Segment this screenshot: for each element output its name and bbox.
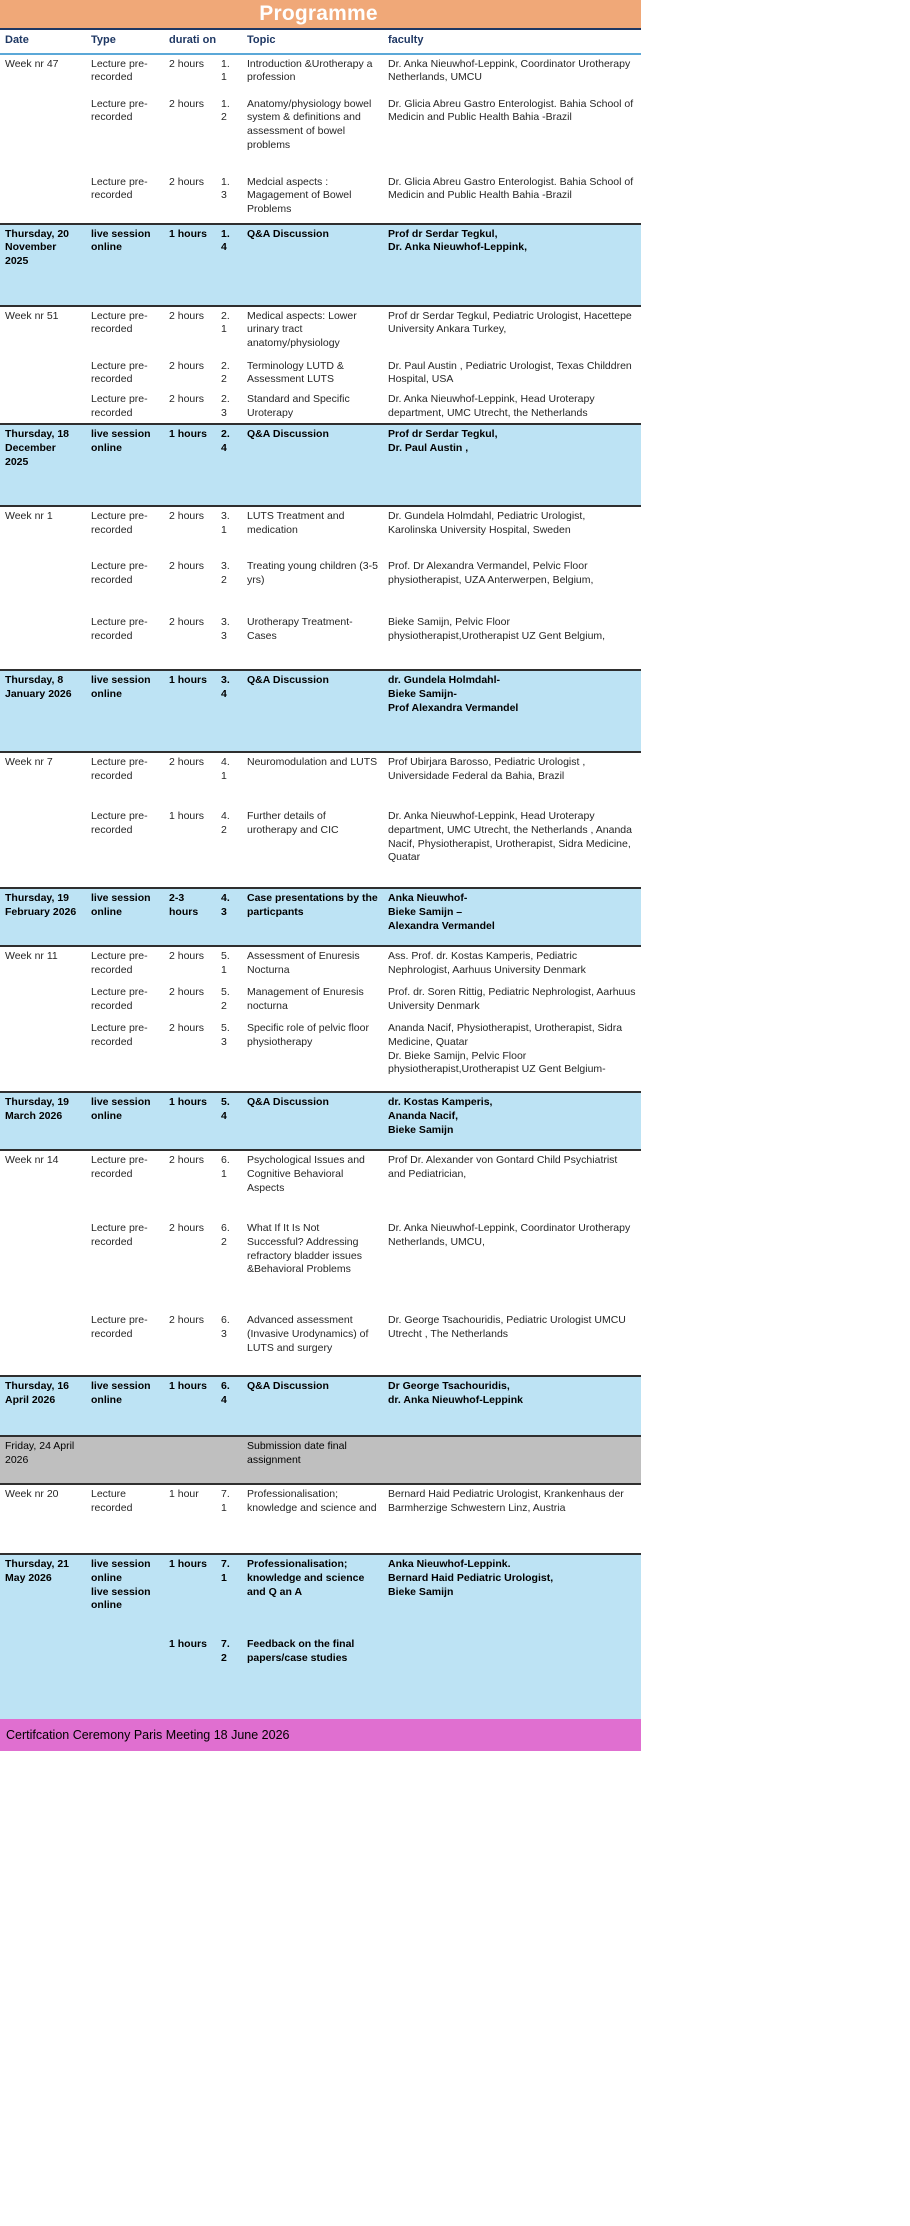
cell-type: Lecture pre-recorded <box>86 506 164 557</box>
cell-date: Week nr 20 <box>0 1484 86 1554</box>
col-header-type: Type <box>86 29 164 54</box>
cell-type: Lecture recorded <box>86 1484 164 1554</box>
table-row <box>0 557 641 613</box>
cell-type: live session online <box>86 888 164 946</box>
cell-date <box>0 95 86 173</box>
cell-date: Thursday, 8 January 2026 <box>0 670 86 752</box>
cell-date <box>0 173 86 224</box>
cell-number: 6. 1 <box>216 1150 242 1219</box>
cell-faculty: Prof. dr. Soren Rittig, Pediatric Nephrologist, Aarhuus University Denmark <box>388 986 636 1012</box>
cell-duration: 2 hours <box>169 986 205 999</box>
cell-topic: Introduction &Urotherapy a profession <box>242 54 383 95</box>
cell-topic: Specific role of pelvic floor physiotherapy <box>247 1022 369 1048</box>
cell-type: live session online <box>86 424 164 506</box>
cell-number: 5. 2 <box>221 986 230 1012</box>
cell-date <box>0 390 86 424</box>
table-row <box>0 1484 641 1554</box>
cell-type: Lecture pre-recorded <box>86 1150 164 1219</box>
cell-date: Week nr 1 <box>0 506 86 557</box>
cell-date: Week nr 7 <box>0 752 86 807</box>
table-row <box>0 54 641 95</box>
table-row <box>0 1635 641 1719</box>
table-row <box>0 1436 641 1484</box>
cell-type: live session online live session online <box>86 1554 164 1635</box>
cell-faculty: Prof dr Serdar Tegkul, Dr. Anka Nieuwhof-Leppink, <box>383 224 641 306</box>
table-row <box>0 613 641 670</box>
cell-number: 1. 1 <box>216 54 242 95</box>
cell-faculty: Dr. Anka Nieuwhof-Leppink, Head Uroterapy department, UMC Utrecht, the Netherlands <box>388 393 595 419</box>
cell-date: Thursday, 21 May 2026 <box>0 1554 86 1635</box>
cell-duration: 2 hours <box>169 616 205 629</box>
cell-faculty: Bernard Haid Pediatric Urologist, Krankenhaus der Barmherzige Schwestern Linz, Austria <box>383 1484 641 1554</box>
cell-number: 1. 3 <box>221 175 230 202</box>
cell-faculty: Dr. Anka Nieuwhof-Leppink, Coordinator Urotherapy Netherlands, UMCU <box>383 54 641 95</box>
cell-topic: Q&A Discussion <box>242 224 383 306</box>
cell-topic: Professionalisation; knowledge and science and <box>242 1484 383 1554</box>
cell-faculty: Anka Nieuwhof-Leppink. Bernard Haid Pediatric Urologist, Bieke Samijn <box>383 1554 641 1635</box>
cell-faculty: Prof dr Serdar Tegkul, Pediatric Urologist, Hacettepe University Ankara Turkey, <box>383 306 641 357</box>
cell-date <box>0 1219 86 1311</box>
cell-type: Lecture pre-recorded <box>91 393 148 419</box>
cell-date: Week nr 14 <box>0 1150 86 1219</box>
cell-duration: 2 hours <box>169 175 205 188</box>
cell-date <box>0 557 86 613</box>
cell-number: 5. 4 <box>216 1092 242 1150</box>
table-row <box>0 1219 641 1311</box>
cell-duration: 2 hours <box>164 1150 216 1219</box>
cell-topic: Q&A Discussion <box>242 1376 383 1436</box>
cell-duration: 2 hours <box>169 97 205 110</box>
col-header-date: Date <box>0 29 86 54</box>
table-row <box>0 888 641 946</box>
cell-topic: Assessment of Enuresis Nocturna <box>242 946 383 983</box>
column-header-row <box>0 29 641 54</box>
cell-topic: Professionalisation; knowledge and science and Q an A <box>242 1554 383 1635</box>
table-row <box>0 670 641 752</box>
table-row <box>0 752 641 807</box>
cell-date: Friday, 24 April 2026 <box>0 1436 86 1484</box>
cell-type: Lecture pre-recorded <box>91 97 148 124</box>
title-row <box>0 0 641 29</box>
cell-type: Lecture pre-recorded <box>91 175 148 202</box>
cell-type: live session online <box>86 670 164 752</box>
cell-duration: 1 hour <box>164 1484 216 1554</box>
cell-type <box>86 1635 164 1719</box>
cell-date: Thursday, 20 November 2025 <box>0 224 86 306</box>
cell-date <box>0 613 86 670</box>
table-row <box>0 807 641 888</box>
cell-type: live session online <box>86 1092 164 1150</box>
cell-number <box>216 1436 242 1484</box>
footer-band <box>0 1719 641 1751</box>
cell-duration: 2 hours <box>164 306 216 357</box>
cell-faculty: Dr. Gundela Holmdahl, Pediatric Urologist, Karolinska University Hospital, Sweden <box>383 506 641 557</box>
cell-faculty: Ananda Nacif, Physiotherapist, Urotherapist, Sidra Medicine, Quatar Dr. Bieke Samijn, Pelvic Floor physiotherapist,Urotherapist UZ Gent Belgium- <box>388 1022 623 1076</box>
cell-duration: 2-3 hours <box>164 888 216 946</box>
cell-duration: 1 hours <box>164 1635 216 1719</box>
cell-number: 6. 2 <box>221 1222 230 1248</box>
cell-faculty: Bieke Samijn, Pelvic Floor physiotherapist,Urotherapist UZ Gent Belgium, <box>388 616 606 642</box>
cell-duration: 1 hours <box>164 424 216 506</box>
cell-date <box>0 1019 86 1092</box>
cell-type <box>86 1436 164 1484</box>
cell-faculty: Prof Ubirjara Barosso, Pediatric Urologist , Universidade Federal da Bahia, Brazil <box>383 752 641 807</box>
cell-type: Lecture pre-recorded <box>91 359 148 386</box>
cell-number: 3. 3 <box>221 616 230 642</box>
cell-duration: 2 hours <box>169 1022 205 1035</box>
cell-number: 2. 4 <box>216 424 242 506</box>
cell-faculty: Prof Dr. Alexander von Gontard Child Psychiatrist and Pediatrician, <box>383 1150 641 1219</box>
cell-date: Thursday, 19 February 2026 <box>0 888 86 946</box>
cell-duration: 1 hours <box>164 224 216 306</box>
table-row <box>0 1092 641 1150</box>
cell-duration: 2 hours <box>169 1222 205 1235</box>
cell-type: Lecture pre-recorded <box>86 54 164 95</box>
cell-topic: LUTS Treatment and medication <box>242 506 383 557</box>
cell-number: 1. 4 <box>216 224 242 306</box>
title-band <box>0 0 641 29</box>
cell-duration: 2 hours <box>169 359 205 372</box>
cell-duration: 1 hours <box>164 1092 216 1150</box>
cell-number: 6. 3 <box>221 1314 230 1340</box>
table-row <box>0 1376 641 1436</box>
cell-faculty: Dr. Glicia Abreu Gastro Enterologist. Bahia School of Medicin and Public Health Bahia -Brazil <box>388 175 634 202</box>
cell-number: 5. 3 <box>221 1022 230 1048</box>
cell-topic: Advanced assessment (Invasive Urodynamics) of LUTS and surgery <box>247 1314 369 1354</box>
cell-type: Lecture pre-recorded <box>91 1022 148 1048</box>
cell-number: 7. 1 <box>216 1554 242 1635</box>
cell-number: 3. 1 <box>216 506 242 557</box>
cell-topic: Further details of urotherapy and CIC <box>247 810 339 836</box>
table-row <box>0 173 641 224</box>
cell-date: Thursday, 18 December 2025 <box>0 424 86 506</box>
cell-faculty: Dr George Tsachouridis, dr. Anka Nieuwhof-Leppink <box>383 1376 641 1436</box>
cell-type: Lecture pre-recorded <box>91 986 148 1012</box>
cell-topic: Feedback on the final papers/case studies <box>242 1635 383 1719</box>
cell-faculty: Prof dr Serdar Tegkul, Dr. Paul Austin , <box>383 424 641 506</box>
cell-date <box>0 1311 86 1376</box>
cell-duration <box>164 1436 216 1484</box>
cell-faculty: Prof. Dr Alexandra Vermandel, Pelvic Floor physiotherapist, UZA Anterwerpen, Belgium, <box>388 560 594 586</box>
cell-type: Lecture pre-recorded <box>86 752 164 807</box>
col-header-topic: Topic <box>242 29 383 54</box>
table-row <box>0 1554 641 1635</box>
cell-topic: Anatomy/physiology bowel system & definitions and assessment of bowel problems <box>247 97 372 151</box>
cell-date: Week nr 51 <box>0 306 86 357</box>
cell-topic: Standard and Specific Uroterapy <box>247 393 350 419</box>
cell-date <box>0 1635 86 1719</box>
cell-topic: Q&A Discussion <box>242 1092 383 1150</box>
cell-topic: Management of Enuresis nocturna <box>247 986 364 1012</box>
col-header-faculty: faculty <box>383 29 641 54</box>
cell-type: Lecture pre-recorded <box>86 946 164 983</box>
table-row <box>0 506 641 557</box>
cell-number: 2. 1 <box>216 306 242 357</box>
cell-type: Lecture pre-recorded <box>91 560 148 586</box>
cell-number: 2. 2 <box>221 359 230 386</box>
cell-number: 6. 4 <box>216 1376 242 1436</box>
cell-topic: Q&A Discussion <box>242 670 383 752</box>
cell-duration: 1 hours <box>164 670 216 752</box>
cell-number: 3. 2 <box>221 560 230 586</box>
cell-faculty <box>383 1635 641 1719</box>
cell-topic: Urotherapy Treatment-Cases <box>247 616 353 642</box>
cell-number: 4. 3 <box>216 888 242 946</box>
cell-type: live session online <box>86 1376 164 1436</box>
cell-topic: Psychological Issues and Cognitive Behavioral Aspects <box>242 1150 383 1219</box>
cell-duration: 1 hours <box>164 1554 216 1635</box>
cell-faculty: Dr. Anka Nieuwhof-Leppink, Head Uroterapy department, UMC Utrecht, the Netherlands , Ananda Nacif, Physiotherapist, Urotherapist, Sidra Medicine, Quatar <box>388 810 632 864</box>
table-row <box>0 390 641 424</box>
cell-number: 4. 2 <box>221 810 230 836</box>
cell-topic: Medcial aspects : Magagement of Bowel Problems <box>247 175 352 216</box>
cell-date <box>0 983 86 1019</box>
footer-text: Certifcation Ceremony Paris Meeting 18 June 2026 <box>6 1728 290 1743</box>
cell-type: live session online <box>86 224 164 306</box>
cell-type: Lecture pre-recorded <box>86 306 164 357</box>
cell-number: 4. 1 <box>216 752 242 807</box>
cell-number: 5. 1 <box>216 946 242 983</box>
col-header-duration: durati on <box>164 29 242 54</box>
table-row <box>0 357 641 390</box>
cell-date: Thursday, 16 April 2026 <box>0 1376 86 1436</box>
table-row <box>0 1150 641 1219</box>
table-row <box>0 306 641 357</box>
cell-date: Thursday, 19 March 2026 <box>0 1092 86 1150</box>
cell-duration: 2 hours <box>169 560 205 573</box>
table-row <box>0 1311 641 1376</box>
cell-number: 2. 3 <box>221 393 230 419</box>
cell-date <box>0 357 86 390</box>
cell-number: 1. 2 <box>221 97 230 124</box>
cell-type: Lecture pre-recorded <box>91 1314 148 1340</box>
cell-topic: Q&A Discussion <box>242 424 383 506</box>
cell-faculty: Dr. Glicia Abreu Gastro Enterologist. Bahia School of Medicin and Public Health Bahia -Brazil <box>388 97 634 124</box>
programme-rows <box>0 54 641 1720</box>
cell-type: Lecture pre-recorded <box>91 810 148 836</box>
cell-topic: Submission date final assignment <box>242 1436 383 1484</box>
cell-duration: 2 hours <box>164 946 216 983</box>
cell-duration: 2 hours <box>164 752 216 807</box>
page-title: Programme <box>259 2 378 26</box>
cell-duration: 1 hours <box>164 1376 216 1436</box>
cell-faculty: Anka Nieuwhof- Bieke Samijn – Alexandra Vermandel <box>383 888 641 946</box>
cell-date <box>0 807 86 888</box>
cell-number: 3. 4 <box>216 670 242 752</box>
cell-duration: 2 hours <box>164 54 216 95</box>
table-row <box>0 983 641 1019</box>
cell-faculty: dr. Gundela Holmdahl- Bieke Samijn- Prof Alexandra Vermandel <box>383 670 641 752</box>
table-row <box>0 224 641 306</box>
cell-date: Week nr 11 <box>0 946 86 983</box>
table-row <box>0 1019 641 1092</box>
cell-date: Week nr 47 <box>0 54 86 95</box>
cell-topic: Case presentations by the particpants <box>242 888 383 946</box>
cell-duration: 2 hours <box>164 506 216 557</box>
cell-faculty: Dr. George Tsachouridis, Pediatric Urologist UMCU Utrecht , The Netherlands <box>388 1314 626 1340</box>
cell-faculty <box>383 1436 641 1484</box>
cell-number: 7. 1 <box>216 1484 242 1554</box>
cell-type: Lecture pre-recorded <box>91 1222 148 1248</box>
cell-topic: Neuromodulation and LUTS <box>242 752 383 807</box>
cell-duration: 2 hours <box>169 393 205 406</box>
cell-number: 7. 2 <box>216 1635 242 1719</box>
cell-topic: What If It Is Not Successful? Addressing refractory bladder issues &Behavioral Problems <box>247 1222 362 1276</box>
cell-faculty: Dr. Anka Nieuwhof-Leppink, Coordinator Urotherapy Netherlands, UMCU, <box>388 1222 631 1248</box>
table-row <box>0 424 641 506</box>
cell-topic: Medical aspects: Lower urinary tract anatomy/physiology <box>242 306 383 357</box>
table-row <box>0 95 641 173</box>
cell-duration: 2 hours <box>169 1314 205 1327</box>
cell-duration: 1 hours <box>169 810 205 823</box>
table-row <box>0 946 641 983</box>
cell-faculty: Ass. Prof. dr. Kostas Kamperis, Pediatric Nephrologist, Aarhuus University Denmark <box>383 946 641 983</box>
cell-type: Lecture pre-recorded <box>91 616 148 642</box>
cell-topic: Terminology LUTD & Assessment LUTS <box>247 359 344 386</box>
cell-topic: Treating young children (3-5 yrs) <box>247 560 378 586</box>
cell-faculty: Dr. Paul Austin , Pediatric Urologist, Texas Childdren Hospital, USA <box>388 359 632 386</box>
cell-faculty: dr. Kostas Kamperis, Ananda Nacif, Bieke Samijn <box>383 1092 641 1150</box>
